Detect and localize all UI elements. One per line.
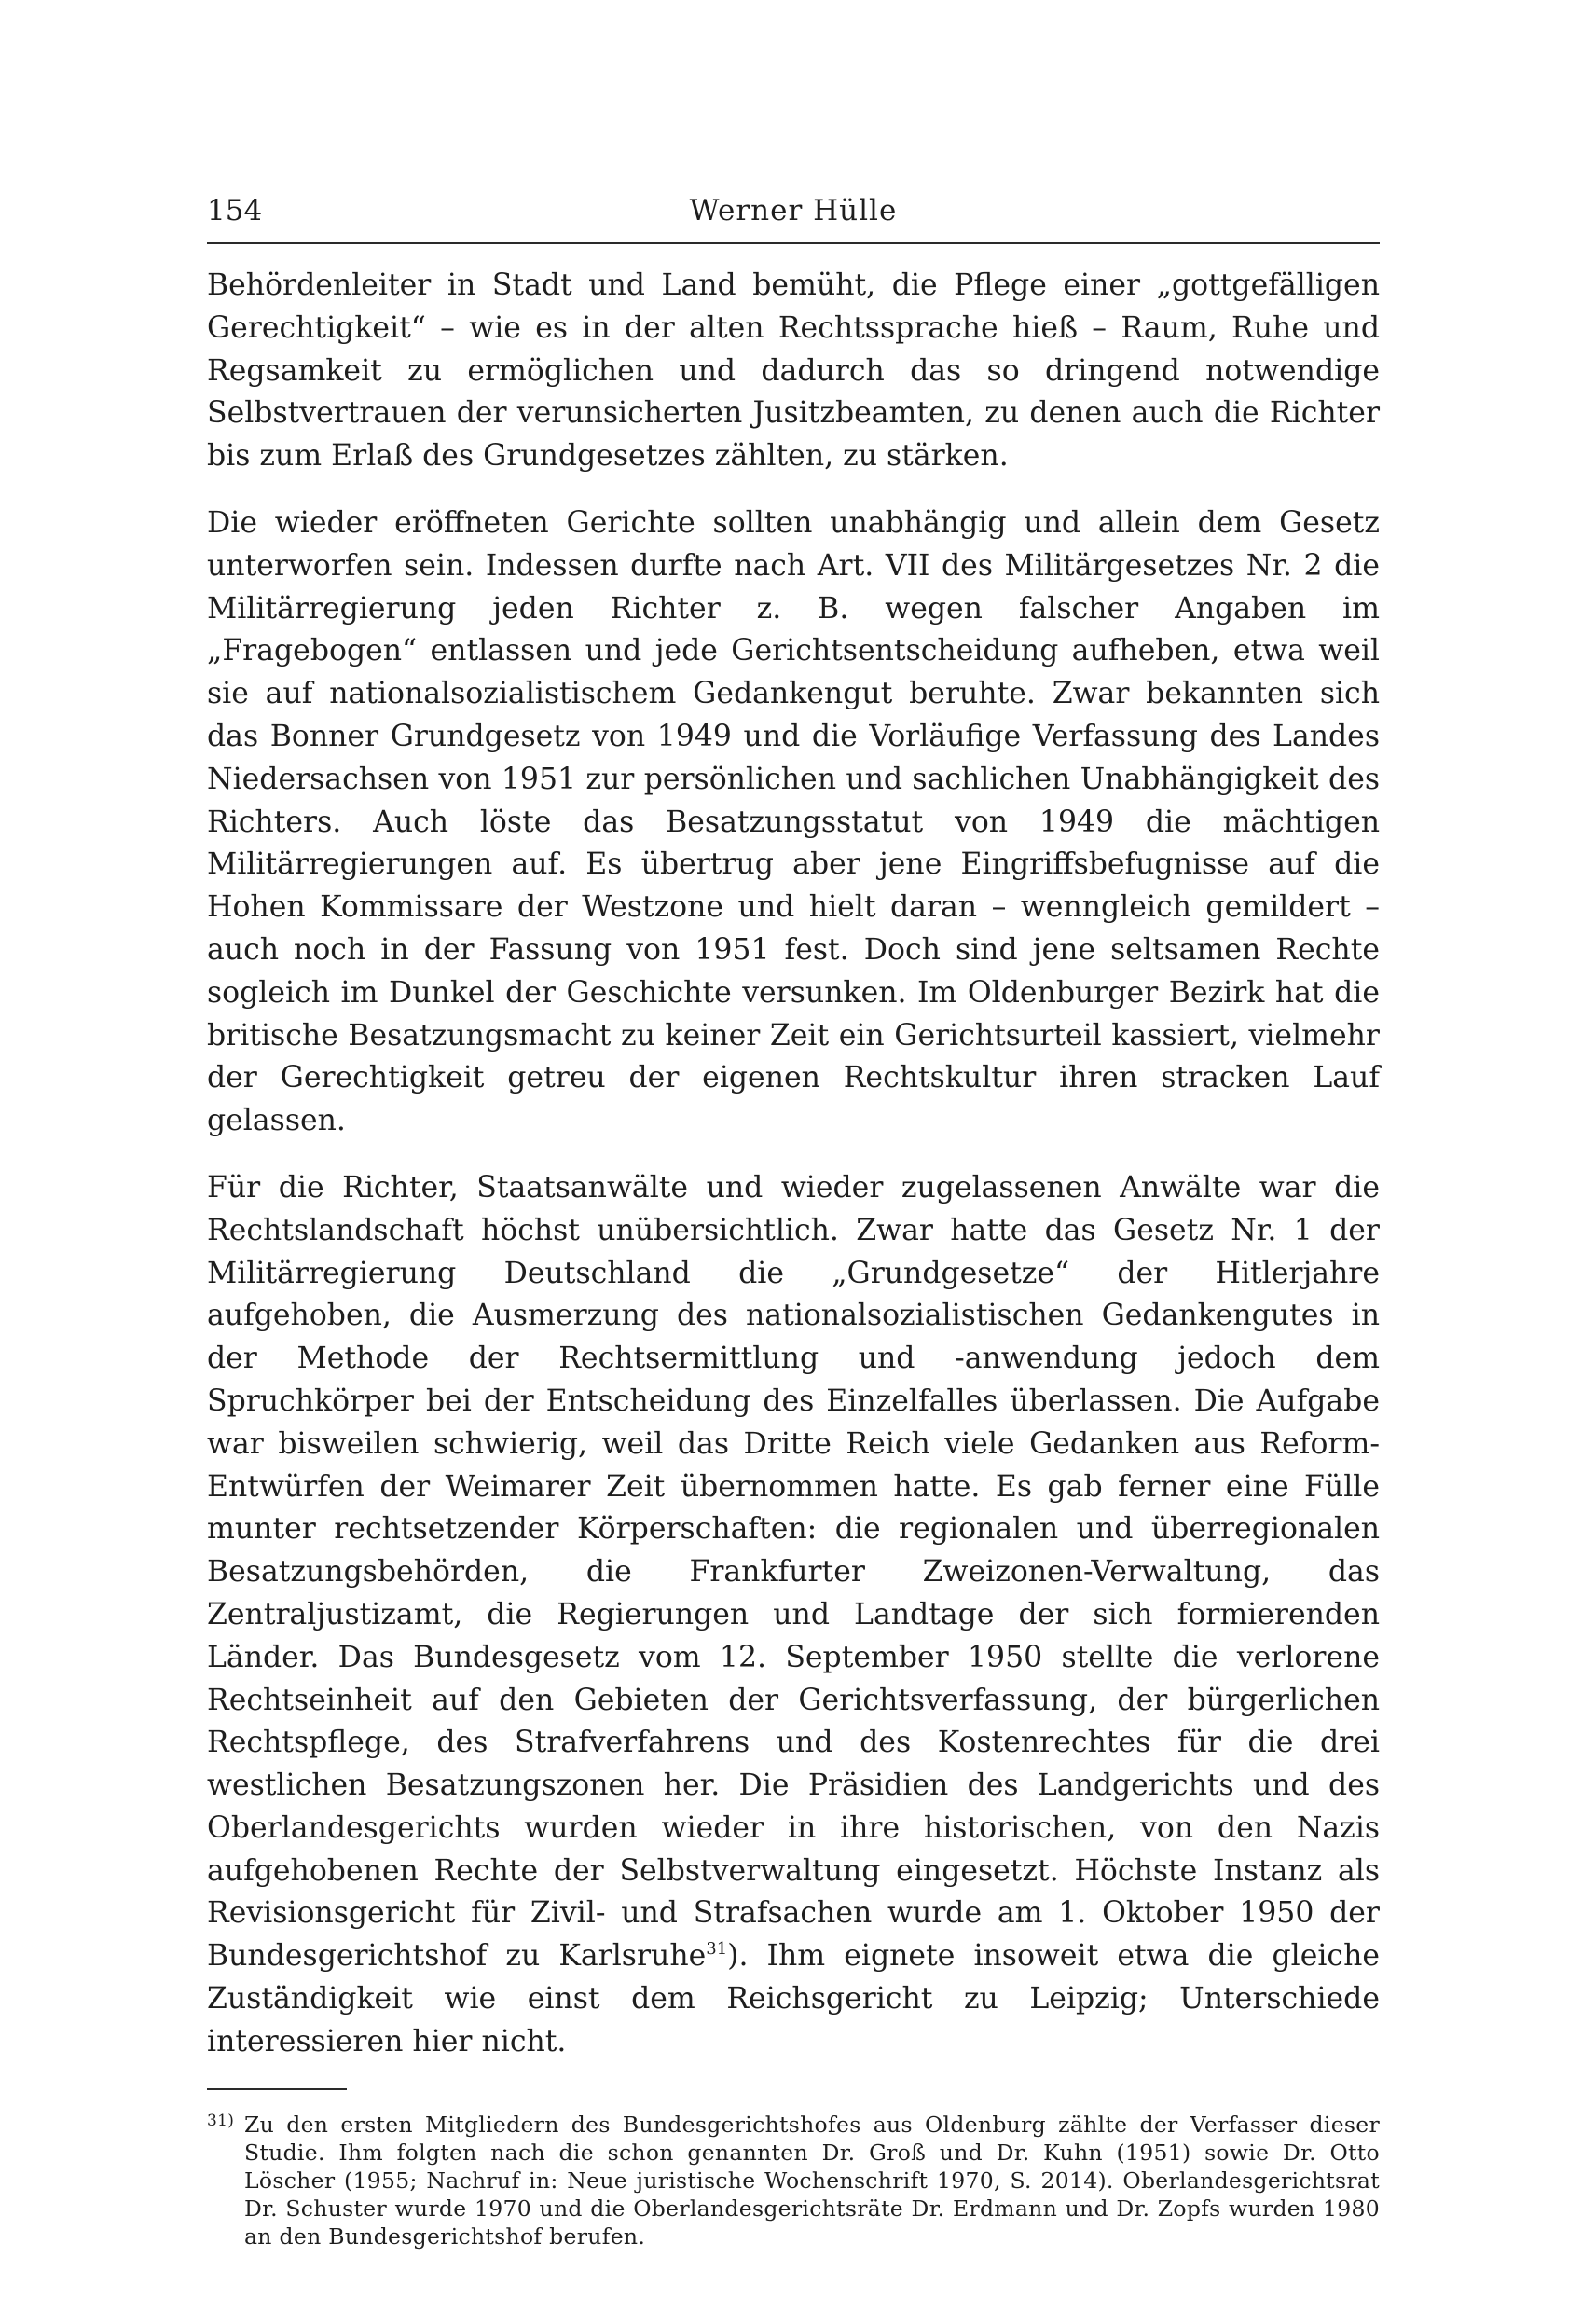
paragraph-2: Die wieder eröffneten Gerichte sollten unabhängig und allein dem Gesetz unterworfen sein. Indessen durfte nach Art. VII des Militärgesetzes Nr. 2 die Militärregierung jeden Richter z. B. wegen falscher Angaben im „Fragebogen“ entlassen und jede Gerichtsentscheidung aufheben, etwa weil sie auf nationalsozialistischem Gedankengut beruhte. Zwar bekannten sich das Bonner Grundgesetz von 1949 und die Vorläufige Verfassung des Landes Niedersachsen von 1951 zur persönlichen und sachlichen Unabhängigkeit des Richters. Auch löste das Besatzungsstatut von 1949 die mächtigen Militärregierungen auf. Es übertrug aber jene Eingriffsbefugnisse auf die Hohen Kommissare der Westzone und hielt daran – wenngleich gemildert – auch noch in der Fassung von 1951 fest. Doch sind jene seltsamen Rechte sogleich im Dunkel der Geschichte versunken. Im Oldenburger Bezirk hat die britische Besatzungsmacht zu keiner Zeit ein Gerichtsurteil kassiert, vielmehr der Gerechtigkeit getreu der eigenen Rechtskultur ihren stracken Lauf gelassen. xyxy=(207,505,1380,1138)
page-number: 154 xyxy=(207,194,263,227)
footnote-rule xyxy=(207,2088,347,2090)
paragraph-3-text-end: ). Ihm eignete insoweit etwa die gleiche Zuständigkeit wie einst dem Reichsgericht zu Leipzig; Unterschiede interessieren hier nicht. xyxy=(207,1939,1380,2058)
header-rule xyxy=(207,242,1380,244)
book-page xyxy=(207,186,1380,2251)
paragraph-3-text: Für die Richter, Staatsanwälte und wieder zugelassenen Anwälte war die Rechtslandschaft höchst unübersichtlich. Zwar hatte das Gesetz Nr. 1 der Militärregierung Deutschland die „Grundgesetze“ der Hitlerjahre aufgehoben, die Ausmerzung des nationalsozialistischen Gedankengutes in der Methode der Rechtsermittlung und -anwendung jedoch dem Spruchkörper bei der Entscheidung des Einzelfalles überlassen. Die Aufgabe war bisweilen schwierig, weil das Dritte Reich viele Gedanken aus Reform-Entwürfen der Weimarer Zeit übernommen hatte. Es gab ferner eine Fülle munter rechtsetzender Körperschaften: die regionalen und überregionalen Besatzungsbehörden, die Frankfurter Zweizonen-Verwaltung, das Zentraljustizamt, die Regierungen und Landtage der sich formierenden Länder. Das Bundesgesetz vom 12. September 1950 stellte die verlorene Rechtseinheit auf den Gebieten der Gerichtsverfassung, der bürgerlichen Rechtspflege, des Strafverfahrens und des Kostenrechtes für die drei westlichen Besatzungszonen her. Die Präsidien des Landgerichts und des Oberlandesgerichts wurden wieder in ihre historischen, von den Nazis aufgehobenen Rechte der Selbstverwaltung eingesetzt. Höchste Instanz als Revisionsgericht für Zivil- und Strafsachen wurde am 1. Oktober 1950 der Bundesgerichtshof zu Karlsruhe xyxy=(207,1170,1380,1974)
footnote-text: Zu den ersten Mitgliedern des Bundesgerichtshofes aus Oldenburg zählte der Verfasser dieser Studie. Ihm folgten nach die schon genannten Dr. Groß und Dr. Kuhn (1951) sowie Dr. Otto Löscher (1955; Nachruf in: Neue juristische Wochenschrift 1970, S. 2014). Oberlandesgerichtsrat Dr. Schuster wurde 1970 und die Oberlandesgerichtsräte Dr. Erdmann und Dr. Zopfs wurden 1980 an den Bundesgerichtshof berufen. xyxy=(244,2111,1380,2250)
paragraph-3 xyxy=(207,1167,1380,2064)
running-header xyxy=(207,186,1380,235)
running-title: Werner Hülle xyxy=(689,194,898,227)
footnote-reference[interactable]: 31 xyxy=(706,1939,728,1960)
footnote xyxy=(207,2111,1380,2251)
footnote-marker: 31) xyxy=(207,2111,235,2130)
paragraph-1: Behördenleiter in Stadt und Land bemüht, die Pflege einer „gottgefälligen Gerechtigkeit“ – wie es in der alten Rechtssprache hieß – Raum, Ruhe und Regsamkeit zu ermöglichen und dadurch das so dringend notwendige Selbstvertrauen der verunsicherten Jusitzbeamten, zu denen auch die Richter bis zum Erlaß des Grundgesetzes zählten, zu stärken. xyxy=(207,268,1380,474)
body-text xyxy=(207,265,1380,2064)
